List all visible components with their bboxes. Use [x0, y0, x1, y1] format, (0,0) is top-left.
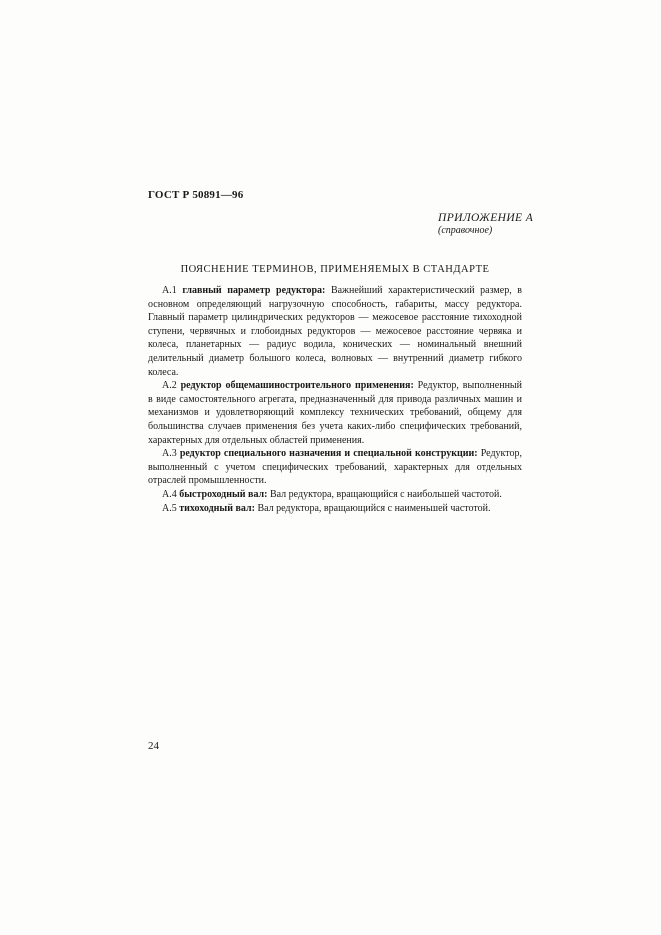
term-definition: Вал редуктора, вращающийся с наименьшей частотой.	[257, 502, 491, 514]
terms-list	[148, 284, 522, 515]
term-name: тихоходный вал:	[179, 502, 255, 514]
page-number: 24	[148, 740, 159, 752]
term-number: А.1	[162, 285, 177, 296]
term-item-a1	[148, 284, 522, 379]
term-name: редуктор общемашиностроительного применения:	[180, 380, 414, 392]
term-item-a3	[148, 447, 522, 488]
term-name: быстроходный вал:	[179, 488, 268, 500]
term-definition: Важнейший характеристический размер, в основном определяющий нагрузочную способность, габариты, массу редуктора. Главный параметр цилиндрических редукторов — межосевое расстояние тихоходной ступени, червячных и глобоидных редукторов — межосевое расстояние червяка и колеса, планетарных — радиус водила, конических — номинальный внешний делительный диаметр большого колеса, волновых — внутренний диаметр гибкого колеса.	[148, 285, 522, 378]
term-name: главный параметр редуктора:	[182, 285, 326, 296]
term-name: редуктор специального назначения и специальной конструкции:	[179, 448, 478, 460]
section-title: ПОЯСНЕНИЕ ТЕРМИНОВ, ПРИМЕНЯЕМЫХ В СТАНДАРТЕ	[180, 264, 490, 275]
term-item-a5	[148, 502, 522, 516]
term-number: А.3	[162, 448, 177, 460]
appendix-title: ПРИЛОЖЕНИЕ А	[438, 212, 534, 224]
term-item-a4	[148, 488, 522, 502]
term-definition: Редуктор, выполненный с учетом специфических требований, характерных для отдельных отраслей промышленности.	[148, 448, 523, 487]
term-number: А.2	[162, 380, 177, 392]
term-number: А.5	[162, 502, 177, 514]
appendix-subtitle: (справочное)	[438, 225, 493, 236]
term-definition: Редуктор, выполненный в виде самостоятельного агрегата, предназначенный для привода различных машин и механизмов и удовлетворяющий комплексу технических требований, общему для большинства случаев применения без учета каких-либо специфических требований, характерных для отдельных областей применения.	[148, 380, 522, 446]
document-code: ГОСТ Р 50891—96	[148, 189, 244, 201]
term-definition: Вал редуктора, вращающийся с наибольшей частотой.	[269, 488, 502, 500]
term-item-a2	[148, 379, 522, 447]
term-number: А.4	[162, 488, 177, 500]
appendix-label	[438, 212, 533, 236]
